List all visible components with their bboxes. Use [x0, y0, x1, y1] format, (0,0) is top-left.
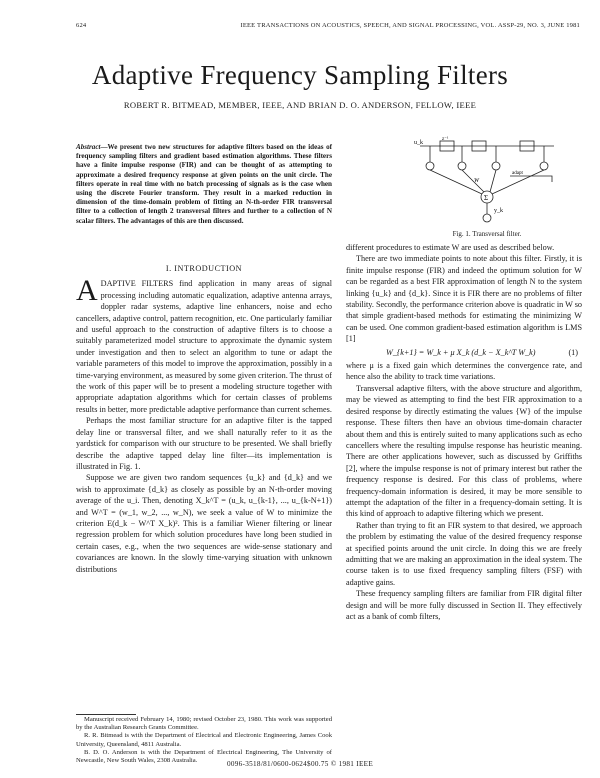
right-paragraph-5: Rather than trying to fit an FIR system to that desired, we approach the problem by estimating the value of the desired frequency response at specified points around the unit circle. In doing this we are freely admitting that we are making an approximation in the ideal system. The course taken is to use fixed frequency sampling filters (FSF) with adaptive gains.: [346, 520, 582, 587]
footnote-rule: [76, 714, 136, 715]
error-node: [483, 214, 491, 222]
footnote-2: R. R. Bitmead is with the Department of Electrical and Electronic Engineering, James Cook University, Queensland, 4811 Australia.: [76, 732, 332, 748]
right-paragraph-3: where μ is a fixed gain which determines the convergence rate, and hence also the ability to track time variations.: [346, 361, 582, 382]
abstract-label: Abstract: [76, 143, 101, 151]
delay-label: z⁻¹: [442, 137, 449, 142]
input-label: u_k: [414, 140, 423, 146]
page-number: 624: [76, 22, 87, 29]
right-paragraph-2: There are two immediate points to note about this filter. Firstly, it is finite impulse response (FIR) and indeed the optimum solution for W can be regarded as a best FIR approximation of length N to the system linking {u_k} and {d_k}. Since it is FIR there are no problems of filter stability. Secondly, the performance criterion above is quadratic in W so that simple gradient-based methods for estimating the minimizing W can be used. One common gradient-based estimation algorithm is LMS [1]: [346, 254, 583, 344]
weight-node-2: [458, 162, 466, 170]
weight-node-3: [492, 162, 500, 170]
right-paragraph-1: different procedures to estimate W are used as described below.: [346, 243, 555, 252]
weight-label: W: [474, 178, 479, 184]
right-paragraph-4: Transversal adaptive filters, with the above structure and algorithm, may be viewed as attempting to find the best FIR approximation to a desired response by directly estimating the values {W} of the impulse response. These filters then have an obvious time-domain character about them and this is entirely suited to many applications such as echo cancellers where the resulting impulse response has heuristic meaning. There are other applications however, such as discussed by Griffiths [2], where the impulse response is not of primary interest but rather the frequency response is desired. For this class of problems, where frequency-domain information is desired, it may be more sensible to attempt the adaptation of the filter in a frequency-domain setting. It is this kind of approach to adaptive filtering which we present.: [346, 383, 582, 519]
right-column: [346, 242, 582, 622]
weight-node-4: [540, 162, 548, 170]
section-heading-introduction: I. INTRODUCTION: [165, 264, 243, 273]
intro-paragraph-2: Perhaps the most familiar structure for an adaptive filter is the tapped delay line or transversal filter, and we shall naturally refer to it as the yardstick for comparison with our structure to be presented. We shall briefly describe the adaptive tapped delay line filter—its implementation is illustrated in Fig. 1.: [76, 416, 332, 471]
equation-1: [346, 345, 582, 360]
abstract: [76, 143, 332, 226]
output-label: y_k: [494, 208, 503, 214]
footnote-1: Manuscript received February 14, 1980; revised October 23, 1980. This work was supported by the Australian Research Grants Committee.: [76, 716, 332, 732]
figure-caption: Fig. 1. Transversal filter.: [452, 230, 522, 238]
adapt-label: adapt: [512, 171, 523, 176]
delay-line: [420, 141, 554, 222]
figure-transversal-filter: [412, 132, 562, 227]
weight-node-1: [426, 162, 434, 170]
paper-title: Adaptive Frequency Sampling Filters: [91, 60, 509, 90]
copyright-line: 0096-3518/81/0600-0624$00.75 © 1981 IEEE: [226, 760, 374, 768]
intro-paragraph-1: [76, 274, 332, 415]
equation-number: (1): [568, 347, 578, 357]
intro-paragraph-3: Suppose we are given two random sequences {u_k} and {d_k} and we wish to approximate {d_k} as closely as possible by an N-th-order moving average of the u_i. Then, denoting X_k^T = (u_k, u_{k-1}, ..., u_{k-N+1}) and W^T = (w_1, w_2, ..., w_N), we seek a value of W to minimize the criterion E(d_k − W^T X_k)². This is a familiar Wiener filtering or linear regression problem for which solution procedures have long been studied in certain cases, e.g., when the two sequences are wide-sense stationary and covariances are known. In the slowly time-varying situation with unknown distributions: [76, 473, 332, 574]
intro-paragraph-1-text: DAPTIVE FILTERS find application in many areas of signal processing including automatic equalization, adaptive antenna arrays, doppler radar systems, adaptive line enhancers, noise and echo cancellers, adaptive control, pattern recognition, etc. One particularly familiar and useful approach to the construction of adaptive filters is to choose a suitably parameterized model structure to approximate the dynamic system under investigation and then to select an algorithm to tune or adapt the variable parameters of this model to improve the approximation, possibly in a time-varying environment, as measured by some given criterion. The thrust of the work of this paper will be to present a modeling structure together with appropriate adaptation algorithms which for certain classes of problems results in better, more predictable adaptive performance than current schemes.: [76, 279, 332, 414]
footnote-3: B. D. O. Anderson is with the Department of Electrical Engineering, The University of Newcastle, New South Wales, 2308 Australia.: [76, 748, 332, 765]
left-column: [76, 263, 332, 575]
authors-line: ROBERT R. BITMEAD, MEMBER, IEEE, AND BRIAN D. O. ANDERSON, FELLOW, IEEE: [123, 100, 477, 110]
journal-header: IEEE TRANSACTIONS ON ACOUSTICS, SPEECH, AND SIGNAL PROCESSING, VOL. ASSP-29, NO. 3, JUNE 1981: [240, 22, 580, 29]
equation-body: W_{k+1} = W_k + μ X_k (d_k − X_k^T W_k): [386, 347, 536, 357]
abstract-text: —We present two new structures for adaptive filters based on the ideas of frequency sampling filters and gradient based estimation algorithms. These filters have a finite impulse response (FIR) and can be thought of as attempting to approximate a desired frequency response at given points on the unit circle. The filters operate in real time with no batch processing of signals as is the case when using the discrete Fourier transform. They result in a marked reduction in dimension of the time-domain problem of fitting an N-th-order FIR transversal filter to a collection of length 2 transversal filters and further to a collection of N scalar filters. The advantages of this are then discussed.: [76, 143, 332, 225]
adapt-arrow: [510, 176, 552, 182]
drop-cap: A: [76, 274, 98, 308]
summer-label: Σ: [484, 194, 489, 202]
right-paragraph-6: These frequency sampling filters are familiar from FIR digital filter design and will be more fully discussed in Section II. They effectively act as a bank of comb filters,: [346, 589, 582, 621]
footnotes: [76, 716, 332, 765]
